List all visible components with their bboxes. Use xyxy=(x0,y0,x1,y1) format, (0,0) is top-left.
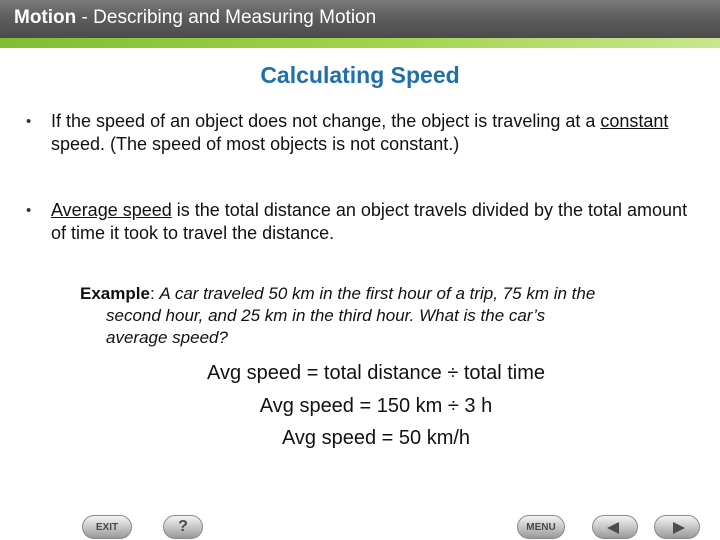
bullet-symbol: • xyxy=(26,113,32,130)
left-arrow-icon xyxy=(607,522,619,534)
header-bar xyxy=(0,0,720,38)
header-title-sub: - Describing and Measuring Motion xyxy=(76,7,377,28)
previous-button[interactable] xyxy=(592,515,638,539)
example-colon: : xyxy=(149,284,160,303)
term-average-speed: Average speed xyxy=(51,200,172,220)
example-line-3 xyxy=(80,327,700,349)
next-button[interactable] xyxy=(654,515,700,539)
example-text-1: A car traveled 50 km in the first hour of a trip, 75 km in the xyxy=(159,284,596,303)
calc-line-2: Avg speed = 150 km ÷ 3 h xyxy=(259,395,493,417)
bullet-text-post: is the total distance an object travels divided by the total amount of time it took to travel the distance. xyxy=(51,200,688,243)
example-text-3: average speed? xyxy=(106,328,228,347)
example-label: Example xyxy=(80,284,150,303)
example-block xyxy=(80,283,700,349)
term-constant: constant xyxy=(600,111,669,131)
exit-button[interactable]: EXIT xyxy=(82,515,132,539)
header-title xyxy=(14,7,376,29)
right-arrow-icon xyxy=(673,522,685,534)
calc-line-3: Avg speed = 50 km/h xyxy=(281,427,471,449)
example-line-2 xyxy=(80,305,700,327)
header-title-main: Motion xyxy=(14,7,77,28)
bullet-text xyxy=(51,110,706,156)
header-divider xyxy=(0,38,720,48)
example-line-1 xyxy=(80,283,700,305)
bullet-symbol: • xyxy=(26,202,32,219)
slide-title: Calculating Speed xyxy=(260,62,460,88)
bullet-text xyxy=(51,199,706,245)
bullet-text-post: speed. (The speed of most objects is not constant.) xyxy=(51,134,460,154)
example-text-2: second hour, and 25 km in the third hour. What is the car’s xyxy=(106,306,546,325)
bullet-text-pre: If the speed of an object does not change, the object is traveling at a xyxy=(51,111,601,131)
calc-line-1: Avg speed = total distance ÷ total time xyxy=(206,362,546,384)
help-button[interactable]: ? xyxy=(163,515,203,539)
footer-nav xyxy=(0,505,720,540)
menu-button[interactable]: MENU xyxy=(517,515,565,539)
